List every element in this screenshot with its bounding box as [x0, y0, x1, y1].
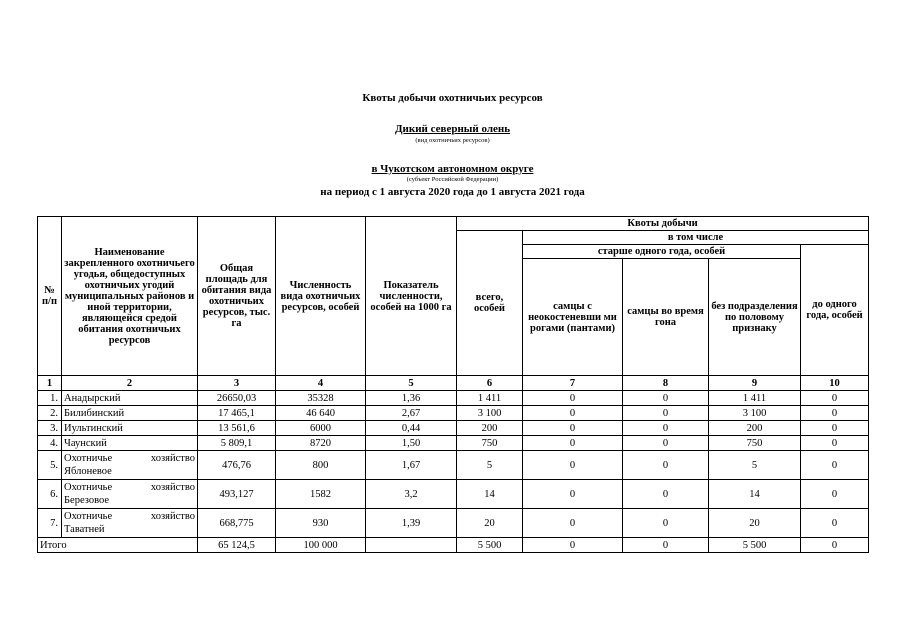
row-number: 3.	[38, 421, 62, 436]
table-row	[38, 451, 869, 480]
row-index: 2,67	[366, 406, 457, 421]
row-males-antlers: 0	[523, 436, 623, 451]
row-population: 800	[276, 451, 366, 480]
row-total: 5	[457, 451, 523, 480]
col-number: 1	[38, 376, 62, 391]
col-number: 10	[801, 376, 869, 391]
row-males-rut: 0	[623, 391, 709, 406]
region-note: (субъект Российской Федерации)	[406, 176, 499, 183]
row-total: 14	[457, 480, 523, 509]
row-name: Билибинский	[62, 406, 198, 421]
row-name-word: Охотничье	[64, 453, 113, 464]
table-row	[38, 480, 869, 509]
row-no-sex: 750	[709, 436, 801, 451]
row-under-one: 0	[801, 406, 869, 421]
col-number: 6	[457, 376, 523, 391]
row-area: 13 561,6	[198, 421, 276, 436]
region-name: в Чукотском автономном округе	[371, 163, 534, 175]
row-area: 668,775	[198, 509, 276, 538]
row-number: 1.	[38, 391, 62, 406]
table-row	[38, 436, 869, 451]
row-index: 1,67	[366, 451, 457, 480]
row-no-sex: 3 100	[709, 406, 801, 421]
col-number: 2	[62, 376, 198, 391]
row-name	[62, 480, 198, 509]
total-males-antlers: 0	[523, 538, 623, 553]
row-males-antlers: 0	[523, 509, 623, 538]
total-under-one: 0	[801, 538, 869, 553]
row-males-antlers: 0	[523, 391, 623, 406]
row-males-rut: 0	[623, 480, 709, 509]
column-numbers-row	[38, 376, 869, 391]
row-name-word: Березовое	[64, 495, 109, 506]
row-males-rut: 0	[623, 451, 709, 480]
row-number: 4.	[38, 436, 62, 451]
table-row	[38, 509, 869, 538]
row-males-rut: 0	[623, 436, 709, 451]
header-under-one: до одного года, особей	[801, 245, 869, 376]
col-number: 8	[623, 376, 709, 391]
row-under-one: 0	[801, 421, 869, 436]
row-males-rut: 0	[623, 421, 709, 436]
row-name: Иультинский	[62, 421, 198, 436]
row-number: 5.	[38, 451, 62, 480]
period: на период с 1 августа 2020 года до 1 августа 2021 года	[320, 186, 585, 198]
row-males-rut: 0	[623, 406, 709, 421]
row-under-one: 0	[801, 451, 869, 480]
table-row	[38, 391, 869, 406]
row-name-word: хозяйство	[150, 511, 195, 522]
total-index	[366, 538, 457, 553]
total-total: 5 500	[457, 538, 523, 553]
header-males-rut: самцы во время гона	[623, 259, 709, 376]
species-name: Дикий северный олень	[394, 123, 511, 135]
header-no-sex: без подразделения по половому признаку	[709, 259, 801, 376]
document-title: Квоты добычи охотничьих ресурсов	[362, 92, 543, 104]
col-number: 3	[198, 376, 276, 391]
col-number: 7	[523, 376, 623, 391]
row-number: 7.	[38, 509, 62, 538]
species-note: (вид охотничьих ресурсов)	[415, 137, 490, 144]
row-males-antlers: 0	[523, 480, 623, 509]
row-index: 0,44	[366, 421, 457, 436]
header-older: старше одного года, особей	[523, 245, 801, 259]
row-name-word: Таватней	[64, 524, 105, 535]
row-area: 5 809,1	[198, 436, 276, 451]
table-row	[38, 406, 869, 421]
header-males-antlers: самцы с неокостеневши ми рогами (пантами)	[523, 259, 623, 376]
row-no-sex: 14	[709, 480, 801, 509]
row-index: 3,2	[366, 480, 457, 509]
header-area: Общая площадь для обитания вида охотничьих ресурсов, тыс. га	[198, 217, 276, 376]
row-no-sex: 200	[709, 421, 801, 436]
row-males-rut: 0	[623, 509, 709, 538]
row-total: 1 411	[457, 391, 523, 406]
row-under-one: 0	[801, 391, 869, 406]
row-index: 1,50	[366, 436, 457, 451]
row-name-word: Яблоневое	[64, 466, 112, 477]
total-males-rut: 0	[623, 538, 709, 553]
row-area: 26650,03	[198, 391, 276, 406]
row-males-antlers: 0	[523, 406, 623, 421]
row-name: Анадырский	[62, 391, 198, 406]
row-name-word: хозяйство	[150, 453, 195, 464]
row-population: 35328	[276, 391, 366, 406]
row-under-one: 0	[801, 509, 869, 538]
row-population: 6000	[276, 421, 366, 436]
row-total: 750	[457, 436, 523, 451]
row-name-word: Охотничье	[64, 511, 113, 522]
total-area: 65 124,5	[198, 538, 276, 553]
row-name: Чаунский	[62, 436, 198, 451]
row-population: 1582	[276, 480, 366, 509]
quota-table	[37, 216, 869, 553]
row-number: 2.	[38, 406, 62, 421]
row-name	[62, 451, 198, 480]
row-no-sex: 5	[709, 451, 801, 480]
row-index: 1,39	[366, 509, 457, 538]
row-no-sex: 1 411	[709, 391, 801, 406]
table-row	[38, 421, 869, 436]
row-area: 493,127	[198, 480, 276, 509]
row-name-word: хозяйство	[150, 482, 195, 493]
row-number: 6.	[38, 480, 62, 509]
row-population: 930	[276, 509, 366, 538]
row-index: 1,36	[366, 391, 457, 406]
row-area: 17 465,1	[198, 406, 276, 421]
row-under-one: 0	[801, 480, 869, 509]
total-no-sex: 5 500	[709, 538, 801, 553]
row-males-antlers: 0	[523, 451, 623, 480]
header-index: Показатель численности, особей на 1000 га	[366, 217, 457, 376]
total-row	[38, 538, 869, 553]
row-no-sex: 20	[709, 509, 801, 538]
row-males-antlers: 0	[523, 421, 623, 436]
header-name: Наименование закрепленного охотничьего угодья, общедоступных охотничьих угодий муниципальных районов и иной территории, являющейся средой обитания охотничьих ресурсов	[62, 217, 198, 376]
header-quotas: Квоты добычи	[457, 217, 869, 231]
col-number: 4	[276, 376, 366, 391]
row-population: 8720	[276, 436, 366, 451]
header-including: в том числе	[523, 231, 869, 245]
col-number: 5	[366, 376, 457, 391]
col-number: 9	[709, 376, 801, 391]
row-under-one: 0	[801, 436, 869, 451]
row-total: 3 100	[457, 406, 523, 421]
row-name	[62, 509, 198, 538]
row-population: 46 640	[276, 406, 366, 421]
row-area: 476,76	[198, 451, 276, 480]
row-name-word: Охотничье	[64, 482, 113, 493]
total-population: 100 000	[276, 538, 366, 553]
header-num: № п/п	[38, 217, 62, 376]
header-population: Численность вида охотничьих ресурсов, особей	[276, 217, 366, 376]
row-total: 20	[457, 509, 523, 538]
row-total: 200	[457, 421, 523, 436]
total-label: Итого	[38, 538, 198, 553]
header-total: всего, особей	[457, 231, 523, 376]
